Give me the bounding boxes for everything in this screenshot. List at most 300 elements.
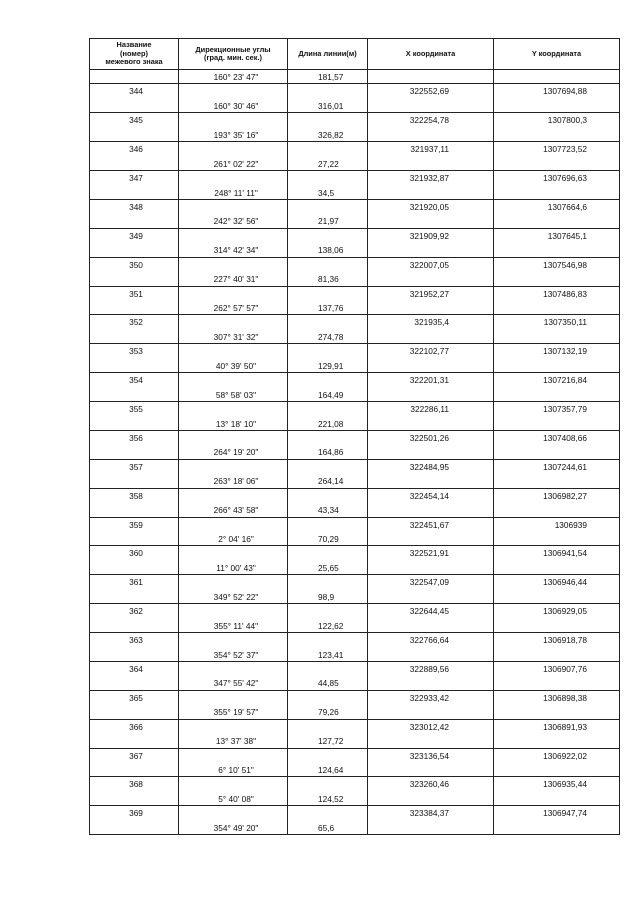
mark-cell: 362 <box>90 604 179 618</box>
length-cell: 164,86 <box>288 445 368 458</box>
length-cell: 124,52 <box>288 792 368 805</box>
table-row <box>90 575 619 589</box>
table-row <box>90 417 619 431</box>
table-row <box>90 431 619 445</box>
angle-cell <box>179 229 288 243</box>
y-cell <box>494 792 621 805</box>
length-cell <box>288 691 368 705</box>
table-row <box>90 142 619 156</box>
x-cell: 322102,77 <box>368 344 494 358</box>
length-cell <box>288 720 368 734</box>
header-angle: Дирекционные углы (град. мин. сек.) <box>179 39 288 69</box>
length-cell: 70,29 <box>288 532 368 545</box>
length-cell: 137,76 <box>288 301 368 314</box>
length-cell <box>288 518 368 532</box>
length-cell <box>288 575 368 589</box>
angle-cell: 2° 04' 16" <box>179 532 288 545</box>
angle-cell: 248° 11' 11" <box>179 186 288 199</box>
x-cell: 321937,11 <box>368 142 494 156</box>
y-cell <box>494 561 621 574</box>
table-row <box>90 229 619 243</box>
y-cell: 1307546,98 <box>543 259 587 270</box>
y-cell <box>494 734 621 747</box>
length-cell: 34,5 <box>288 186 368 199</box>
table-row <box>90 301 619 315</box>
table-row <box>90 402 619 416</box>
mark-cell: 352 <box>90 315 179 329</box>
mark-cell <box>90 157 179 170</box>
table-row <box>90 474 619 488</box>
x-cell: 322484,95 <box>368 460 494 474</box>
table-row <box>90 749 619 763</box>
length-cell: 25,65 <box>288 561 368 574</box>
table-header <box>89 38 620 69</box>
y-cell <box>494 301 621 314</box>
angle-cell: 11° 00' 43" <box>179 561 288 574</box>
x-cell <box>368 157 494 170</box>
angle-cell: 160° 30' 46" <box>179 99 288 112</box>
angle-cell: 266° 43' 58" <box>179 503 288 516</box>
mark-cell: 351 <box>90 287 179 301</box>
angle-cell <box>179 806 288 820</box>
length-cell: 138,06 <box>288 243 368 256</box>
angle-cell <box>179 691 288 705</box>
length-cell <box>288 344 368 358</box>
table-row <box>90 272 619 286</box>
y-cell: 1306939 <box>554 519 587 530</box>
mark-cell <box>90 676 179 689</box>
mark-cell <box>90 186 179 199</box>
angle-cell <box>179 258 288 272</box>
mark-cell: 355 <box>90 402 179 416</box>
length-cell: 129,91 <box>288 359 368 372</box>
mark-cell: 369 <box>90 806 179 820</box>
angle-cell: 264° 19' 20" <box>179 445 288 458</box>
y-cell: 1306947,74 <box>543 808 587 819</box>
table-row <box>90 359 619 373</box>
y-cell: 1307800,3 <box>547 115 587 126</box>
angle-cell: 6° 10' 51" <box>179 763 288 776</box>
y-cell: 1307696,63 <box>543 173 587 184</box>
angle-cell <box>179 142 288 156</box>
x-cell <box>368 619 494 632</box>
length-cell: 98,9 <box>288 590 368 603</box>
angle-cell <box>179 344 288 358</box>
table-row <box>90 99 619 113</box>
mark-cell: 348 <box>90 200 179 214</box>
length-cell: 127,72 <box>288 734 368 747</box>
length-cell <box>288 604 368 618</box>
mark-cell: 354 <box>90 373 179 387</box>
y-cell: 1307723,52 <box>543 144 587 155</box>
x-cell <box>368 676 494 689</box>
x-cell: 321932,87 <box>368 171 494 185</box>
x-cell <box>368 70 494 83</box>
y-cell <box>494 128 621 141</box>
y-cell: 1306922,02 <box>543 750 587 761</box>
mark-cell <box>90 821 179 834</box>
angle-cell: 355° 19' 57" <box>179 705 288 718</box>
x-cell <box>368 330 494 343</box>
table-row <box>90 546 619 560</box>
y-cell <box>494 330 621 343</box>
length-cell <box>288 489 368 503</box>
y-cell <box>494 705 621 718</box>
x-cell <box>368 272 494 285</box>
x-cell: 321920,05 <box>368 200 494 214</box>
x-cell <box>368 705 494 718</box>
y-cell: 1307244,61 <box>543 461 587 472</box>
length-cell: 65,6 <box>288 821 368 834</box>
x-cell: 322889,56 <box>368 662 494 676</box>
x-cell <box>368 186 494 199</box>
header-y: Y координата <box>531 48 582 58</box>
mark-cell: 366 <box>90 720 179 734</box>
x-cell: 322201,31 <box>368 373 494 387</box>
angle-cell <box>179 431 288 445</box>
table-row <box>90 720 619 734</box>
angle-cell: 261° 02' 22" <box>179 157 288 170</box>
table-row <box>90 763 619 777</box>
y-cell: 1306935,44 <box>543 779 587 790</box>
table-row <box>90 532 619 546</box>
length-cell <box>288 431 368 445</box>
table-row <box>90 186 619 200</box>
length-cell <box>288 142 368 156</box>
table-row <box>90 489 619 503</box>
angle-cell <box>179 113 288 127</box>
angle-cell <box>179 460 288 474</box>
x-cell <box>368 532 494 545</box>
length-cell <box>288 373 368 387</box>
mark-cell <box>90 648 179 661</box>
table-row <box>90 315 619 329</box>
angle-cell <box>179 489 288 503</box>
x-cell <box>368 474 494 487</box>
x-cell: 321909,92 <box>368 229 494 243</box>
y-cell: 1307664,6 <box>547 201 587 212</box>
mark-cell <box>90 330 179 343</box>
angle-cell: 349° 52' 22" <box>179 590 288 603</box>
y-cell: 1307357,79 <box>543 404 587 415</box>
length-cell <box>288 749 368 763</box>
header-length: Длина линии(м) <box>288 39 368 69</box>
length-cell: 122,62 <box>288 619 368 632</box>
mark-cell <box>90 619 179 632</box>
mark-cell: 347 <box>90 171 179 185</box>
mark-cell <box>90 272 179 285</box>
coordinates-table <box>89 38 620 835</box>
table-row <box>90 243 619 257</box>
table-row <box>90 258 619 272</box>
y-cell <box>494 417 621 430</box>
length-cell <box>288 546 368 560</box>
x-cell: 322644,45 <box>368 604 494 618</box>
mark-cell <box>90 445 179 458</box>
angle-cell <box>179 604 288 618</box>
mark-cell: 345 <box>90 113 179 127</box>
length-cell <box>288 258 368 272</box>
x-cell <box>368 648 494 661</box>
y-cell <box>494 186 621 199</box>
table-row <box>90 662 619 676</box>
length-cell: 79,26 <box>288 705 368 718</box>
y-cell: 1307350,11 <box>543 317 587 328</box>
mark-cell <box>90 128 179 141</box>
length-cell <box>288 315 368 329</box>
x-cell: 322254,78 <box>368 113 494 127</box>
x-cell <box>368 388 494 401</box>
table-row <box>90 214 619 228</box>
y-cell: 1307645,1 <box>547 230 587 241</box>
angle-cell <box>179 84 288 98</box>
angle-cell <box>179 315 288 329</box>
x-cell <box>368 561 494 574</box>
mark-cell <box>90 214 179 227</box>
y-cell: 1306941,54 <box>543 548 587 559</box>
angle-cell <box>179 575 288 589</box>
x-cell <box>368 243 494 256</box>
x-cell: 322454,14 <box>368 489 494 503</box>
x-cell <box>368 359 494 372</box>
y-cell: 1307408,66 <box>543 432 587 443</box>
length-cell: 124,64 <box>288 763 368 776</box>
x-cell: 322521,91 <box>368 546 494 560</box>
mark-cell: 358 <box>90 489 179 503</box>
mark-cell: 364 <box>90 662 179 676</box>
mark-cell: 349 <box>90 229 179 243</box>
table-row <box>90 171 619 185</box>
length-cell: 81,36 <box>288 272 368 285</box>
mark-cell <box>90 763 179 776</box>
angle-cell: 160° 23' 47" <box>179 70 288 83</box>
mark-cell: 350 <box>90 258 179 272</box>
mark-cell: 361 <box>90 575 179 589</box>
x-cell <box>368 792 494 805</box>
table-row <box>90 113 619 127</box>
table-row <box>90 691 619 705</box>
mark-cell <box>90 243 179 256</box>
angle-cell: 13° 18' 10" <box>179 417 288 430</box>
y-cell <box>494 70 621 83</box>
y-cell <box>494 157 621 170</box>
table-row <box>90 590 619 604</box>
x-cell: 323136,54 <box>368 749 494 763</box>
y-cell <box>494 532 621 545</box>
angle-cell: 355° 11' 44" <box>179 619 288 632</box>
x-cell <box>368 214 494 227</box>
mark-cell <box>90 301 179 314</box>
mark-cell: 363 <box>90 633 179 647</box>
table-row <box>90 561 619 575</box>
angle-cell <box>179 373 288 387</box>
x-cell <box>368 445 494 458</box>
table-row <box>90 676 619 690</box>
angle-cell: 354° 49' 20" <box>179 821 288 834</box>
mark-cell: 344 <box>90 84 179 98</box>
y-cell <box>494 388 621 401</box>
table-row <box>90 503 619 517</box>
mark-cell: 367 <box>90 749 179 763</box>
angle-cell <box>179 720 288 734</box>
angle-cell: 262° 57' 57" <box>179 301 288 314</box>
y-cell <box>494 648 621 661</box>
y-cell <box>494 619 621 632</box>
angle-cell <box>179 200 288 214</box>
table-row <box>90 777 619 791</box>
angle-cell <box>179 518 288 532</box>
mark-cell: 368 <box>90 777 179 791</box>
angle-cell <box>179 777 288 791</box>
table-row <box>90 792 619 806</box>
table-row <box>90 518 619 532</box>
y-cell: 1307486,83 <box>543 288 587 299</box>
length-cell <box>288 806 368 820</box>
table-row <box>90 373 619 387</box>
angle-cell: 193° 35' 16" <box>179 128 288 141</box>
x-cell: 322766,64 <box>368 633 494 647</box>
angle-cell: 5° 40' 08" <box>179 792 288 805</box>
mark-cell <box>90 99 179 112</box>
x-cell <box>368 128 494 141</box>
mark-cell <box>90 474 179 487</box>
x-cell: 322007,05 <box>368 258 494 272</box>
angle-cell <box>179 749 288 763</box>
mark-cell <box>90 503 179 516</box>
mark-cell <box>90 359 179 372</box>
y-cell <box>494 445 621 458</box>
length-cell: 21,97 <box>288 214 368 227</box>
table-row <box>90 460 619 474</box>
length-cell: 326,82 <box>288 128 368 141</box>
y-cell: 1306907,76 <box>543 663 587 674</box>
table-row <box>90 705 619 719</box>
mark-cell <box>90 417 179 430</box>
table-row <box>90 200 619 214</box>
x-cell <box>368 99 494 112</box>
table-row <box>90 445 619 459</box>
table-row <box>90 806 619 820</box>
length-cell <box>288 113 368 127</box>
mark-cell: 365 <box>90 691 179 705</box>
y-cell: 1307216,84 <box>543 375 587 386</box>
length-cell: 27,22 <box>288 157 368 170</box>
x-cell: 322552,69 <box>368 84 494 98</box>
x-cell: 323012,42 <box>368 720 494 734</box>
length-cell <box>288 460 368 474</box>
mark-cell <box>90 561 179 574</box>
length-cell: 274,78 <box>288 330 368 343</box>
table-row <box>90 84 619 98</box>
angle-cell: 242° 32' 56" <box>179 214 288 227</box>
y-cell <box>494 590 621 603</box>
table-row <box>90 388 619 402</box>
y-cell <box>494 243 621 256</box>
header-mark: Название (номер) межевого знака <box>90 39 179 69</box>
x-cell: 322286,11 <box>368 402 494 416</box>
y-cell <box>494 359 621 372</box>
y-cell <box>494 474 621 487</box>
length-cell: 181,57 <box>288 70 368 83</box>
mark-cell: 356 <box>90 431 179 445</box>
angle-cell: 354° 52' 37" <box>179 648 288 661</box>
mark-cell: 357 <box>90 460 179 474</box>
x-cell <box>368 763 494 776</box>
mark-cell <box>90 70 179 83</box>
angle-cell <box>179 546 288 560</box>
mark-cell <box>90 388 179 401</box>
angle-cell <box>179 633 288 647</box>
length-cell: 123,41 <box>288 648 368 661</box>
length-cell <box>288 200 368 214</box>
x-cell <box>368 734 494 747</box>
length-cell: 264,14 <box>288 474 368 487</box>
table-row <box>90 604 619 618</box>
angle-cell <box>179 662 288 676</box>
length-cell: 164,49 <box>288 388 368 401</box>
y-cell <box>494 214 621 227</box>
x-cell <box>368 503 494 516</box>
mark-cell <box>90 532 179 545</box>
table-row <box>90 734 619 748</box>
length-cell: 43,34 <box>288 503 368 516</box>
mark-cell <box>90 705 179 718</box>
length-cell: 221,08 <box>288 417 368 430</box>
y-cell: 1306891,93 <box>543 721 587 732</box>
length-cell <box>288 287 368 301</box>
y-cell <box>494 763 621 776</box>
angle-cell: 347° 55' 42" <box>179 676 288 689</box>
length-cell <box>288 229 368 243</box>
header-x: X координата <box>368 39 494 69</box>
length-cell <box>288 777 368 791</box>
table-row <box>90 70 619 84</box>
mark-cell: 360 <box>90 546 179 560</box>
length-cell <box>288 84 368 98</box>
mark-cell <box>90 734 179 747</box>
x-cell: 323384,37 <box>368 806 494 820</box>
mark-cell: 346 <box>90 142 179 156</box>
y-cell: 1306898,38 <box>543 692 587 703</box>
x-cell: 321935,4 <box>368 315 494 329</box>
x-cell <box>368 417 494 430</box>
x-cell <box>368 301 494 314</box>
mark-cell: 353 <box>90 344 179 358</box>
y-cell: 1306918,78 <box>543 635 587 646</box>
angle-cell: 13° 37' 38" <box>179 734 288 747</box>
table-row <box>90 344 619 358</box>
table-body <box>89 69 620 835</box>
mark-cell <box>90 792 179 805</box>
x-cell: 322933,42 <box>368 691 494 705</box>
angle-cell: 307° 31' 32" <box>179 330 288 343</box>
length-cell: 44,85 <box>288 676 368 689</box>
y-cell <box>494 503 621 516</box>
y-cell: 1306982,27 <box>543 490 587 501</box>
table-row <box>90 648 619 662</box>
angle-cell: 263° 18' 06" <box>179 474 288 487</box>
angle-cell: 58° 58' 03" <box>179 388 288 401</box>
y-cell: 1306946,44 <box>543 577 587 588</box>
table-row <box>90 128 619 142</box>
angle-cell: 314° 42' 34" <box>179 243 288 256</box>
x-cell: 322547,09 <box>368 575 494 589</box>
x-cell: 323260,46 <box>368 777 494 791</box>
length-cell <box>288 633 368 647</box>
length-cell: 316,01 <box>288 99 368 112</box>
angle-cell: 40° 39' 50" <box>179 359 288 372</box>
y-cell <box>494 821 621 834</box>
